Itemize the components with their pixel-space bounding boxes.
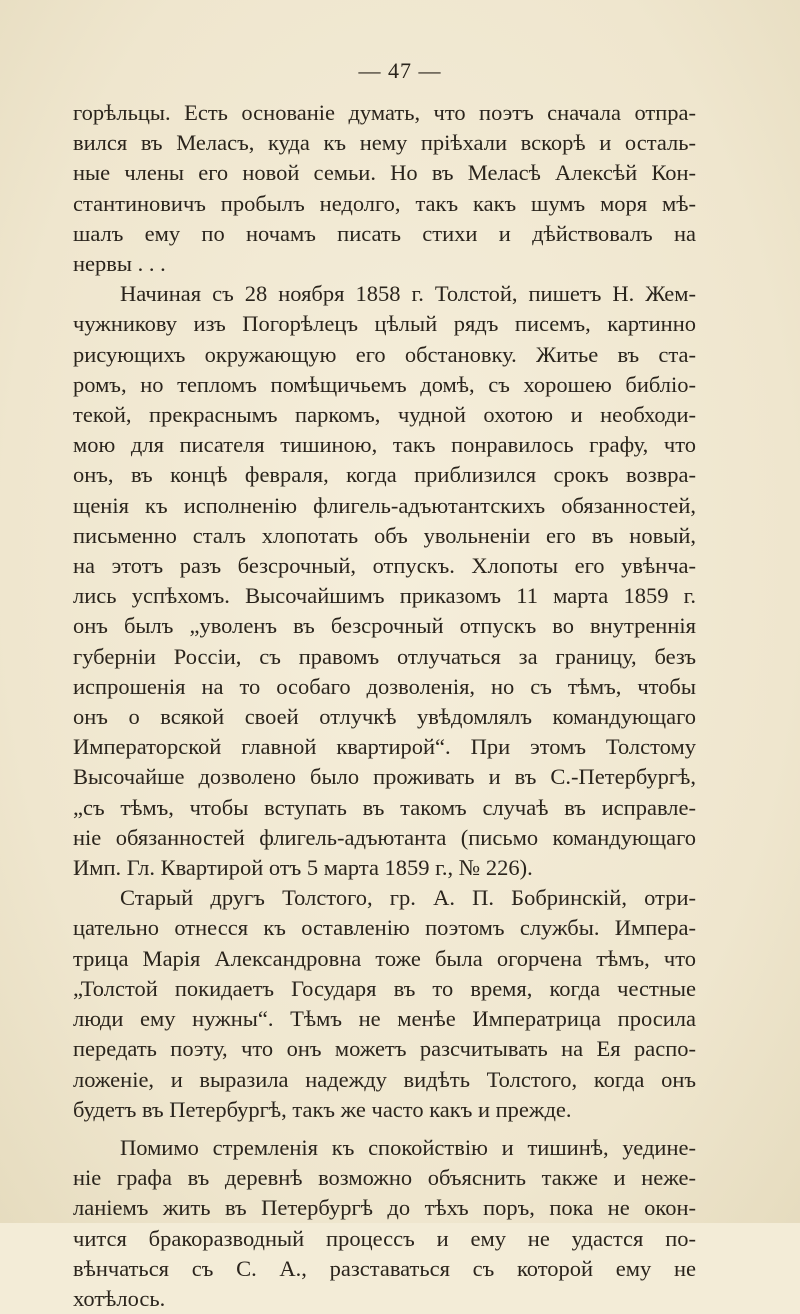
text-line: цательно отнесся къ оставленію поэтомъ службы. Импера- bbox=[73, 915, 696, 941]
body-text bbox=[73, 98, 696, 1314]
text-line: онъ былъ „уволенъ въ безсрочный отпускъ во внутреннія bbox=[73, 613, 696, 639]
text-line: хотѣлось. bbox=[73, 1285, 166, 1311]
text-line: на этотъ разъ безсрочный, отпускъ. Хлопоты его увѣнча- bbox=[73, 553, 696, 579]
text-line: Императорской главной квартирой“. При этомъ Толстому bbox=[73, 734, 696, 760]
text-line: будетъ въ Петербургѣ, такъ же часто какъ и прежде. bbox=[73, 1096, 572, 1122]
text-line: ромъ, но тепломъ помѣщичьемъ домѣ, съ хорошею библіо- bbox=[73, 371, 696, 397]
text-line: Помимо стремленія къ спокойствію и тишинѣ, уедине- bbox=[120, 1134, 696, 1160]
text-line: „съ тѣмъ, чтобы вступать въ такомъ случаѣ въ исправле- bbox=[73, 794, 696, 820]
paragraph-2 bbox=[73, 279, 696, 883]
text-line: вился въ Меласъ, куда къ нему пріѣхали вскорѣ и осталь- bbox=[73, 130, 696, 156]
text-line: стантиновичъ пробылъ недолго, такъ какъ шумъ моря мѣ- bbox=[73, 190, 696, 216]
text-line: передать поэту, что онъ можетъ разсчитывать на Ея распо- bbox=[73, 1036, 696, 1062]
text-line: щенія къ исполненію флигель-адъютантскихъ обязанностей, bbox=[73, 492, 696, 518]
text-line: люди ему нужны“. Тѣмъ не менѣе Императрица просила bbox=[73, 1006, 696, 1032]
text-line: „Толстой покидаетъ Государя въ то время, когда честные bbox=[73, 975, 696, 1001]
text-line: горѣльцы. Есть основаніе думать, что поэтъ сначала отпра- bbox=[73, 100, 696, 125]
paragraph-gap bbox=[73, 1125, 696, 1133]
paragraph-1 bbox=[73, 98, 696, 279]
text-line: трица Марія Александровна тоже была огорчена тѣмъ, что bbox=[73, 945, 696, 971]
text-line: ніе обязанностей флигель-адъютанта (письмо командующаго bbox=[73, 824, 696, 850]
text-line: Начиная съ 28 ноября 1858 г. Толстой, пишетъ Н. Жем- bbox=[120, 281, 696, 307]
text-line: ніе графа въ деревнѣ возможно объяснить также и неже- bbox=[73, 1165, 696, 1191]
text-line: ложеніе, и выразила надежду видѣть Толстого, когда онъ bbox=[73, 1066, 696, 1092]
text-line: онъ, въ концѣ февраля, когда приблизился срокъ возвра- bbox=[73, 462, 696, 488]
text-line: губерніи Россіи, съ правомъ отлучаться за границу, безъ bbox=[73, 643, 696, 669]
text-line: онъ о всякой своей отлучкѣ увѣдомлялъ командующаго bbox=[73, 704, 696, 730]
text-line: вѣнчаться съ С. А., разставаться съ которой ему не bbox=[73, 1255, 696, 1281]
text-line: Старый другъ Толстого, гр. А. П. Бобринскій, отри- bbox=[120, 885, 696, 911]
text-line: чится бракоразводный процессъ и ему не удастся по- bbox=[73, 1225, 696, 1251]
text-line: нервы . . . bbox=[73, 251, 166, 277]
text-line: лись успѣхомъ. Высочайшимъ приказомъ 11 марта 1859 г. bbox=[73, 583, 696, 609]
text-line: ные члены его новой семьи. Но въ Меласѣ Алексѣй Кон- bbox=[73, 160, 696, 186]
text-line: Высочайше дозволено было проживать и въ С.-Петербургѣ, bbox=[73, 764, 696, 790]
paragraph-4 bbox=[73, 1133, 696, 1314]
text-line: Имп. Гл. Квартирой отъ 5 марта 1859 г., № 226). bbox=[73, 855, 533, 881]
text-line: ланіемъ жить въ Петербургѣ до тѣхъ поръ, пока не окон- bbox=[73, 1195, 696, 1221]
text-line: письменно сталъ хлопотать объ увольненіи его въ новый, bbox=[73, 522, 696, 548]
text-line: рисующихъ окружающую его обстановку. Житье въ ста- bbox=[73, 341, 696, 367]
text-line: текой, прекраснымъ паркомъ, чудной охотою и необходи- bbox=[73, 402, 696, 428]
text-line: шалъ ему по ночамъ писать стихи и дѣйствовалъ на bbox=[73, 220, 696, 246]
paragraph-3 bbox=[73, 883, 696, 1125]
text-line: мою для писателя тишиною, такъ понравилось графу, что bbox=[73, 432, 696, 458]
text-line: испрошенія на то особаго дозволенія, но съ тѣмъ, чтобы bbox=[73, 673, 696, 699]
page-number: — 47 — bbox=[358, 58, 442, 83]
text-line: чужникову изъ Погорѣлецъ цѣлый рядъ писемъ, картинно bbox=[73, 311, 696, 337]
